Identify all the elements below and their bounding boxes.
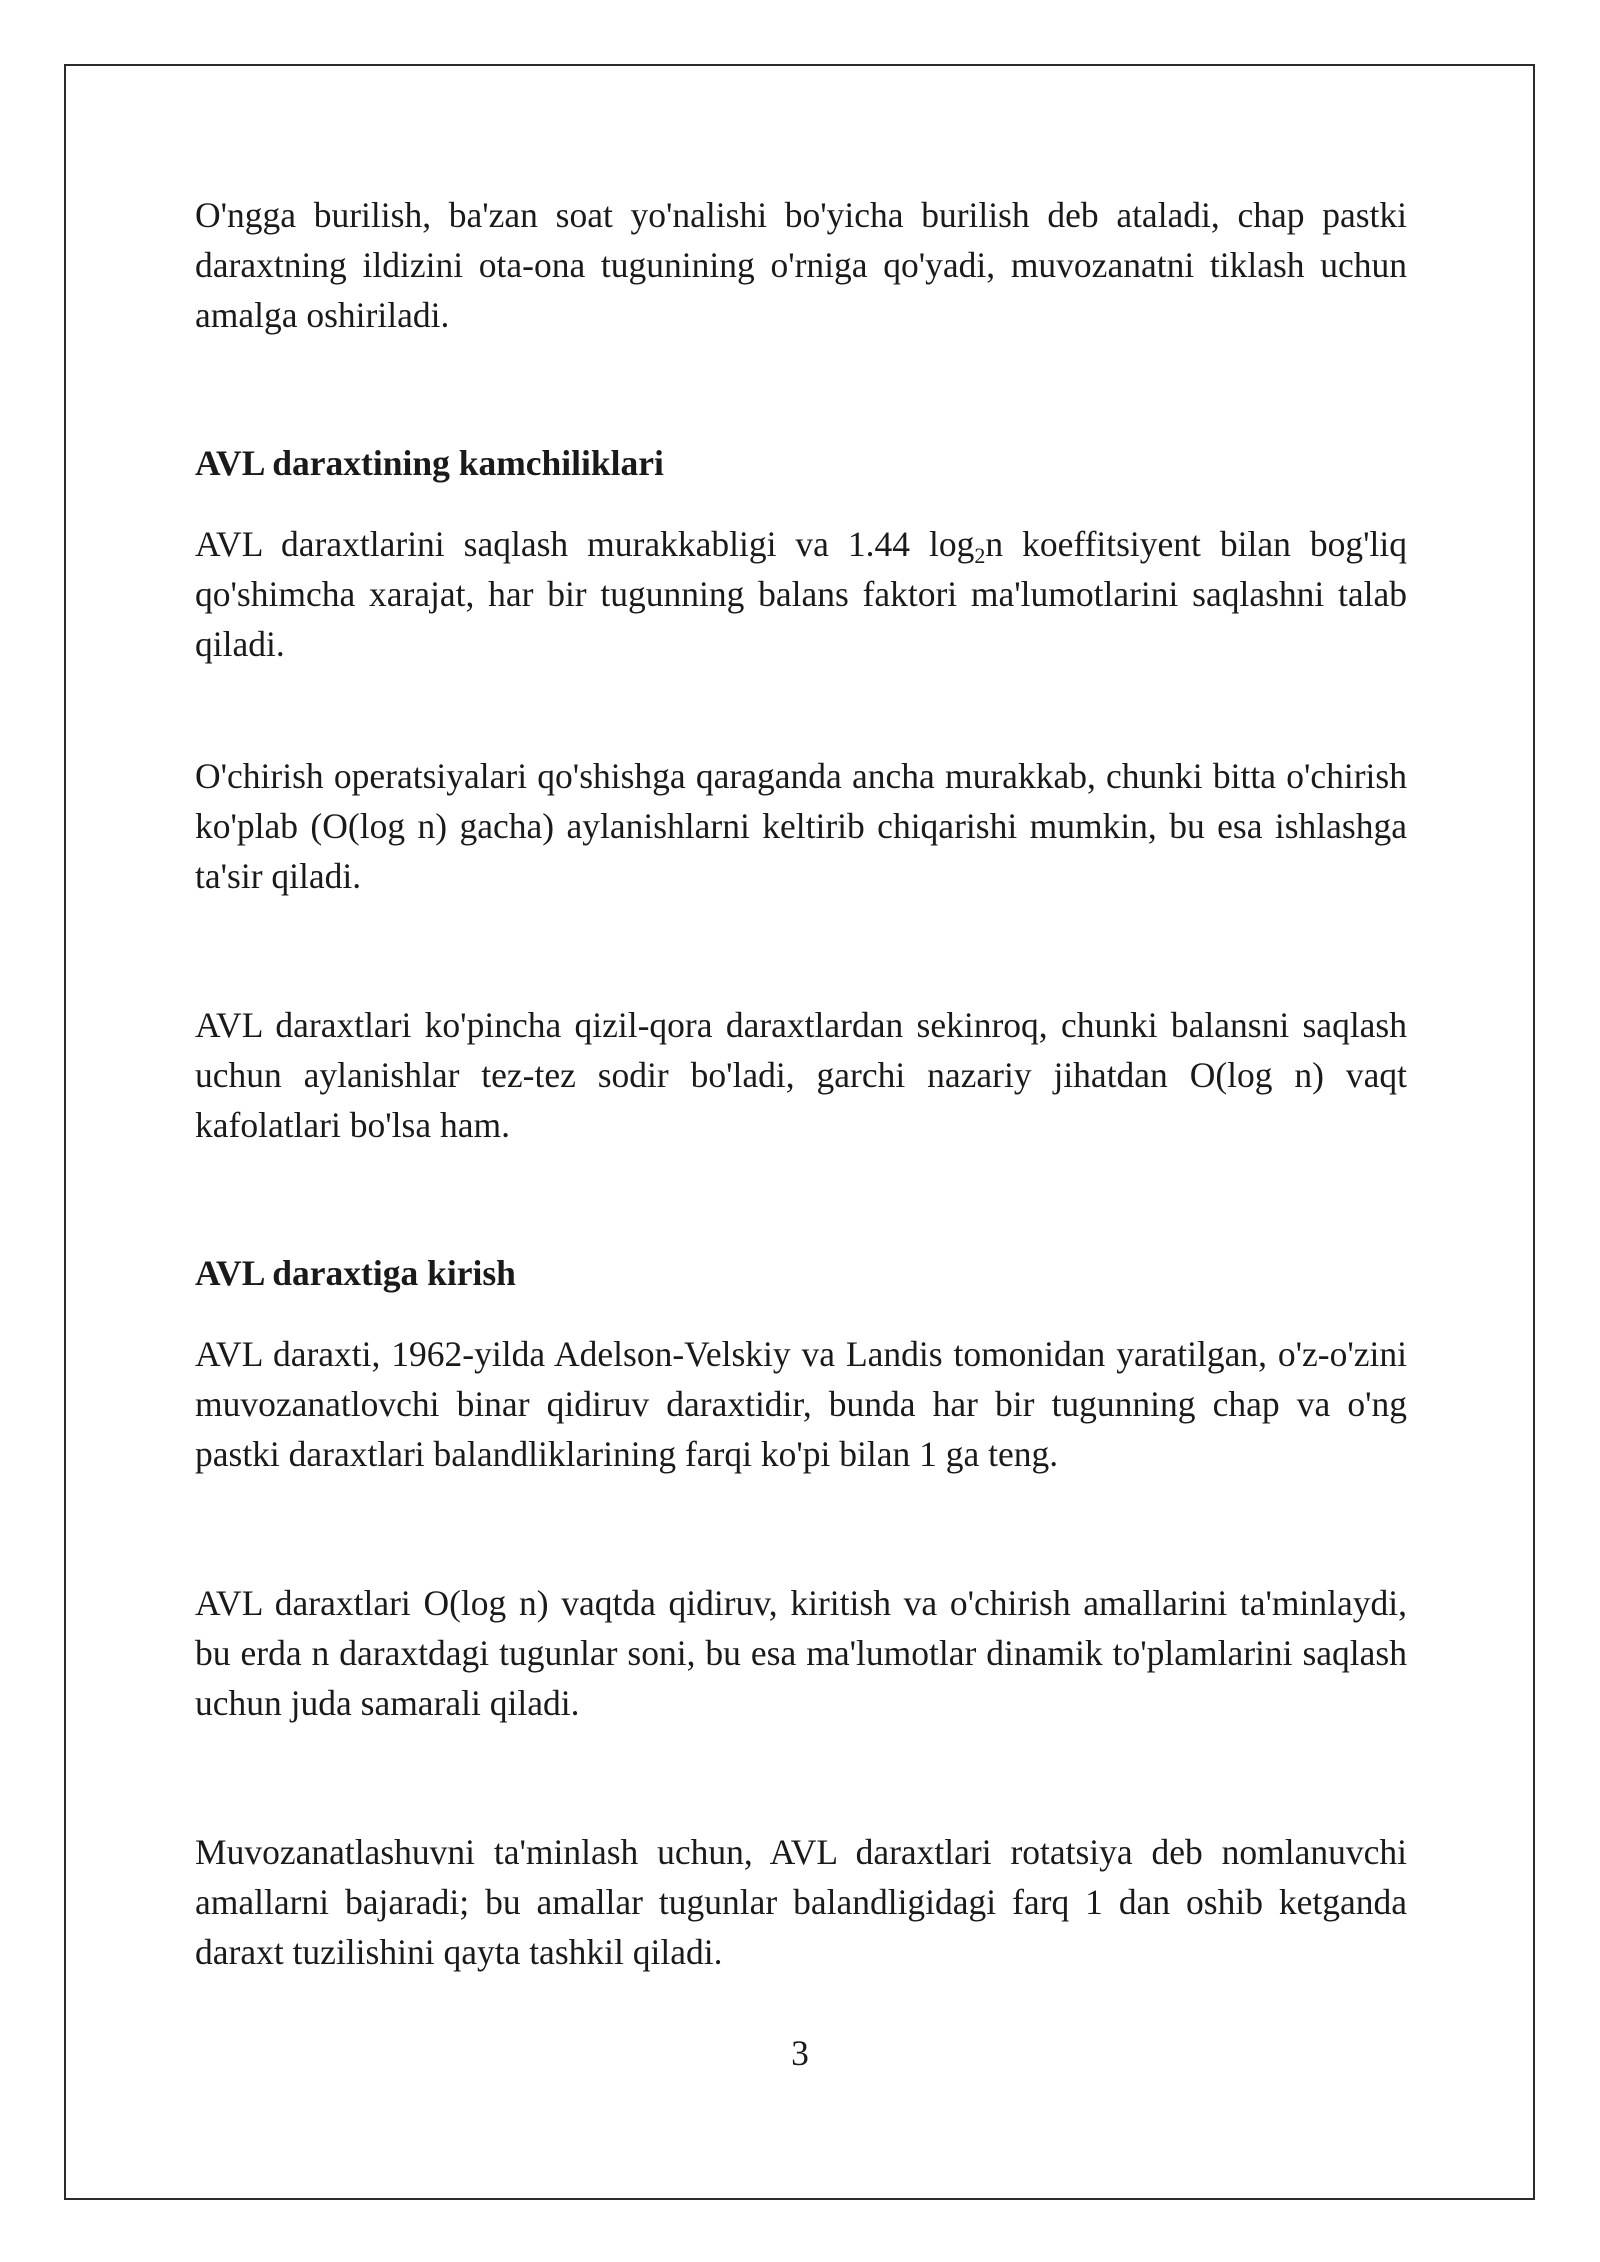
paragraph-avl-rotations: Muvozanatlashuvni ta'minlash uchun, AVL daraxtlari rotatsiya deb nomlanuvchi amallarni bajaradi; bu amallar tugunlar balandligidagi farq 1 dan oshib ketganda daraxt tuzilishini qayta tashkil qiladi. xyxy=(195,1832,1407,1972)
storage-overhead-text-a: AVL daraxtlarini saqlash murakkabligi va 1.44 log xyxy=(195,524,975,564)
storage-overhead-text-b: n koeffitsiyent bilan bog'liq qo'shimcha xarajat, har bir tugunning balans faktori ma'lumotlarini saqlashni talab qiladi. xyxy=(195,524,1407,664)
paragraph-avl-definition: AVL daraxti, 1962-yilda Adelson-Velskiy va Landis tomonidan yaratilgan, o'z-o'zini muvozanatlovchi binar qidiruv daraxtidir, bunda har bir tugunning chap va o'ng pastki daraxtlari balandliklarining farqi ko'pi bilan 1 ga teng. xyxy=(195,1334,1407,1474)
paragraph-deletion-complexity: O'chirish operatsiyalari qo'shishga qaraganda ancha murakkab, chunki bitta o'chirish ko'plab (O(log n) gacha) aylanishlarni keltirib chiqarishi mumkin, bu esa ishlashga ta'sir qiladi. xyxy=(195,756,1407,896)
heading-avl-introduction: AVL daraxtiga kirish xyxy=(195,1253,516,1293)
log-subscript: 2 xyxy=(974,543,986,568)
heading-avl-drawbacks: AVL daraxtining kamchiliklari xyxy=(195,443,664,483)
page-number: 3 xyxy=(791,2033,809,2073)
paragraph-red-black-comparison: AVL daraxtlari ko'pincha qizil-qora daraxtlardan sekinroq, chunki balansni saqlash uchun aylanishlar tez-tez sodir bo'ladi, garchi nazariy jihatdan O(log n) vaqt kafolatlari bo'lsa ham. xyxy=(195,1005,1407,1145)
paragraph-avl-complexity: AVL daraxtlari O(log n) vaqtda qidiruv, kiritish va o'chirish amallarini ta'minlaydi, bu erda n daraxtdagi tugunlar soni, bu esa ma'lumotlar dinamik to'plamlarini saqlash uchun juda samarali qiladi. xyxy=(195,1583,1407,1723)
paragraph-right-rotation: O'ngga burilish, ba'zan soat yo'nalishi bo'yicha burilish deb ataladi, chap pastki daraxtning ildizini ota-ona tugunining o'rniga qo'yadi, muvozanatni tiklash uchun amalga oshiriladi. xyxy=(195,195,1407,335)
page-content xyxy=(195,190,1407,1977)
paragraph-storage-overhead xyxy=(195,519,1407,669)
